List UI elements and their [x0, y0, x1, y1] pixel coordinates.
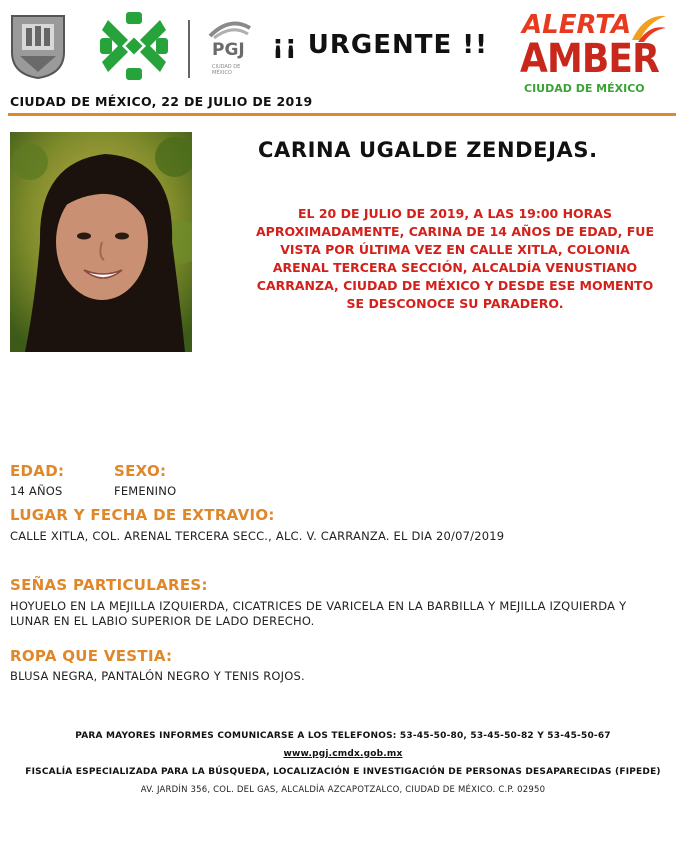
city-date: CIUDAD DE MÉXICO, 22 DE JULIO DE 2019 [10, 94, 313, 109]
distinguishing-marks-label: SEÑAS PARTICULARES: [10, 576, 208, 594]
distinguishing-marks-value: HOYUELO EN LA MEJILLA IZQUIERDA, CICATRICES DE VARICELA EN LA BARBILLA Y MEJILLA IZQUIERDA Y LUNAR EN EL LABIO SUPERIOR DE LADO DERECHO. [10, 599, 627, 628]
missing-person-photo [10, 132, 192, 352]
footer-phones: PARA MAYORES INFORMES COMUNICARSE A LOS TELEFONOS: 53-45-50-80, 53-45-50-82 Y 53-45-50-67 [75, 731, 611, 741]
pgj-logo-subtext: CIUDAD DE MÉXICO [212, 64, 241, 76]
age-label: EDAD: [10, 462, 65, 480]
amber-logo-line2: AMBER [520, 36, 659, 82]
cdmx-logo-icon [98, 10, 170, 82]
incident-narrative: EL 20 DE JULIO DE 2019, A LAS 19:00 HORAS APROXIMADAMENTE, CARINA DE 14 AÑOS DE EDAD, FUE VISTA POR ÚLTIMA VEZ EN CALLE XITLA, COLONIA ARENAL TERCERA SECCIÓN, ALCALDÍA VENUSTIANO CARRANZA, CIUDAD DE MÉXICO Y DESDE ESE MOMENTO SE DESCONOCE SU PARADERO. [256, 206, 654, 311]
logo-separator [188, 20, 190, 78]
pgj-logo-text: PGJ [212, 40, 245, 60]
alerta-amber-logo [520, 10, 670, 98]
amber-logo-line3: CIUDAD DE MÉXICO [524, 82, 645, 95]
city-seal-icon [8, 12, 68, 80]
urgent-heading: ¡¡ URGENTE !! [272, 30, 489, 60]
clothing-value: BLUSA NEGRA, PANTALÓN NEGRO Y TENIS ROJOS. [10, 669, 305, 683]
place-date-value: CALLE XITLA, COL. ARENAL TERCERA SECC., ALC. V. CARRANZA. EL DIA 20/07/2019 [10, 529, 505, 543]
footer-address: AV. JARDÍN 356, COL. DEL GAS, ALCALDÍA AZCAPOTZALCO, CIUDAD DE MÉXICO. C.P. 02950 [140, 785, 546, 795]
sex-value: FEMENINO [114, 484, 177, 498]
place-date-label: LUGAR Y FECHA DE EXTRAVIO: [10, 506, 275, 524]
sex-label: SEXO: [114, 462, 167, 480]
footer-website-link[interactable]: www.pgj.cmdx.gob.mx [283, 749, 403, 759]
pgj-swoosh-icon [206, 20, 254, 40]
header-divider [8, 113, 676, 116]
pgj-logo [202, 20, 258, 78]
missing-person-name: CARINA UGALDE ZENDEJAS. [258, 138, 598, 162]
amber-logo-line1: ALERTA [522, 10, 632, 40]
age-value: 14 AÑOS [10, 484, 63, 498]
clothing-label: ROPA QUE VESTIA: [10, 647, 173, 665]
footer-fiscalia: FISCALÍA ESPECIALIZADA PARA LA BÚSQUEDA, LOCALIZACIÓN E INVESTIGACIÓN DE PERSONAS DESAPARECIDAS (FIPEDE) [25, 767, 661, 777]
